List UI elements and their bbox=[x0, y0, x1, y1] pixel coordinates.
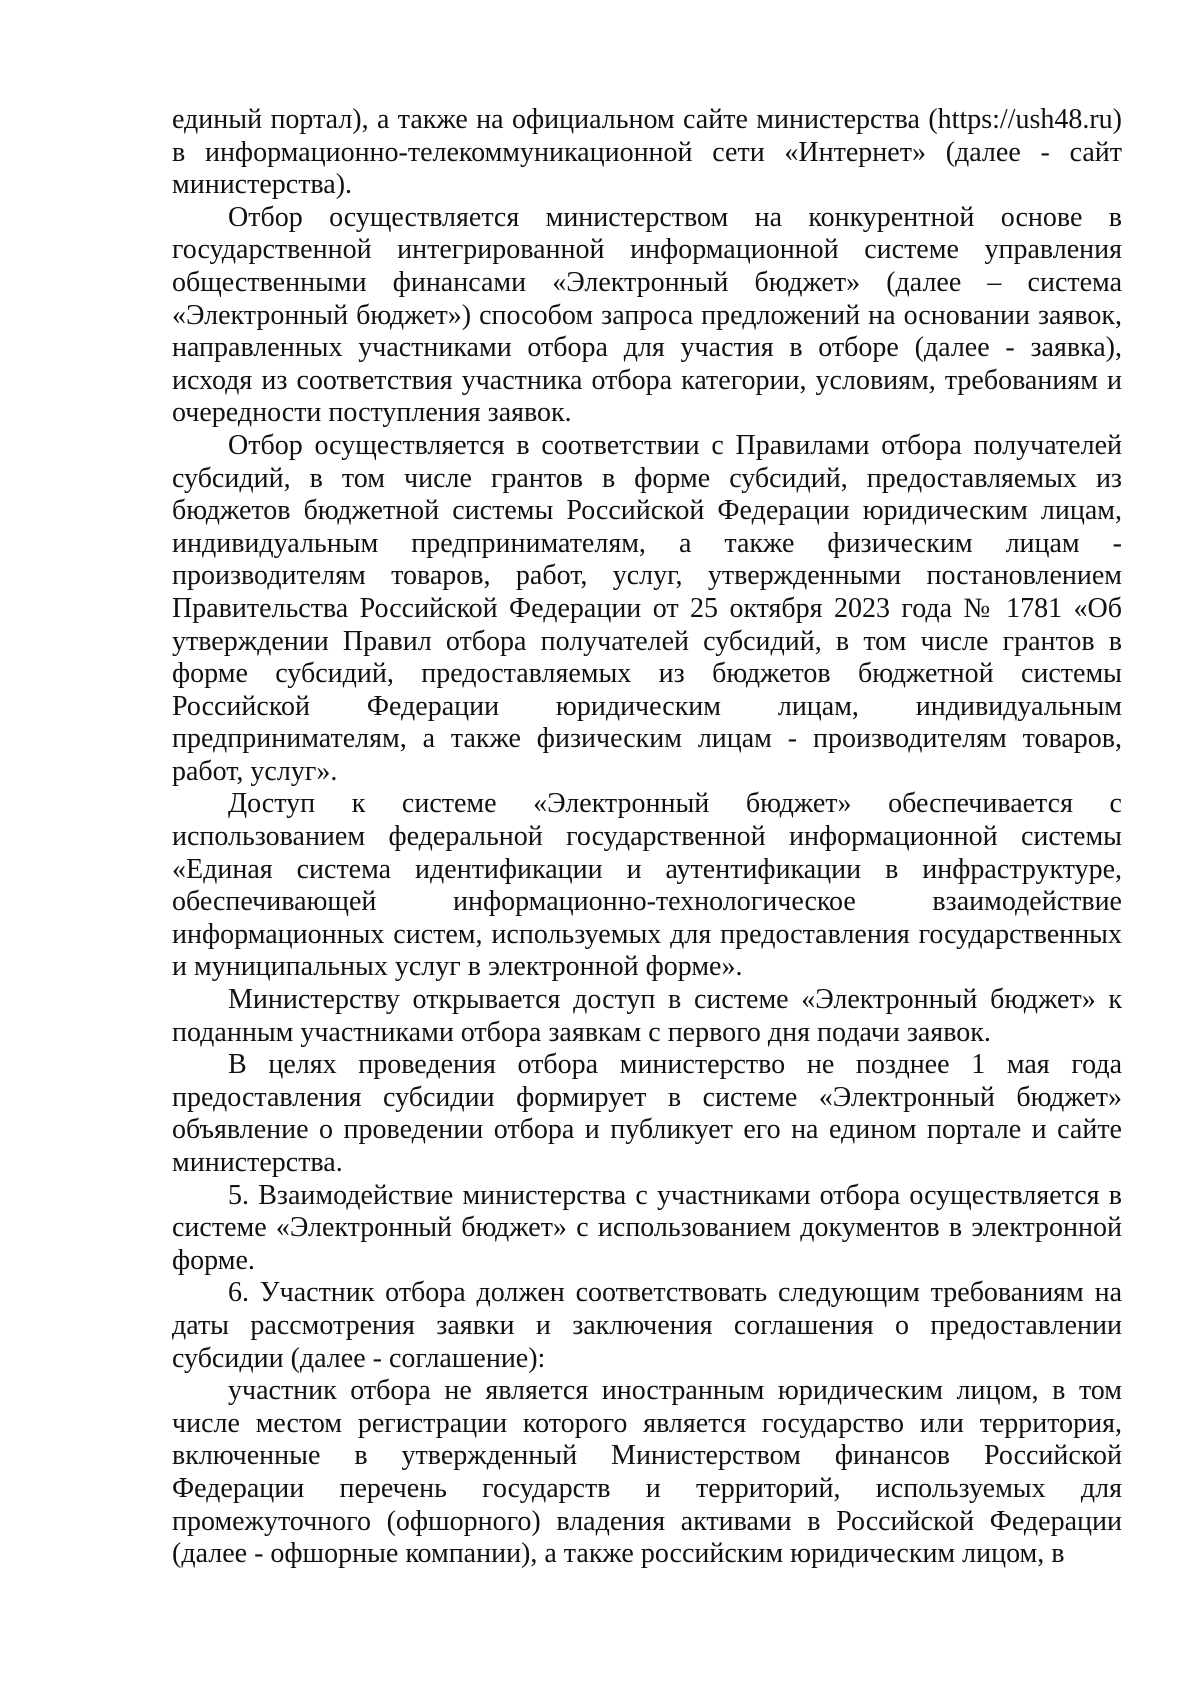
paragraph-ministry-access: Министерству открывается доступ в системе «Электронный бюджет» к поданным участниками отбора заявкам с первого дня подачи заявок. bbox=[172, 984, 1122, 1048]
document-page bbox=[172, 104, 1122, 1571]
paragraph-system-access: Доступ к системе «Электронный бюджет» обеспечивается с использованием федеральной государственной информационной системы «Единая система идентификации и аутентификации в инфраструктуре, обеспечивающей информационно-технологическое взаимодействие информационных систем, используемых для предоставления государственных и муниципальных услуг в электронной форме». bbox=[172, 788, 1122, 983]
paragraph-requirement-offshore: участник отбора не является иностранным юридическим лицом, в том числе местом регистрации которого является государство или территория, включенные в утвержденный Министерством финансов Российской Федерации перечень государств и территорий, используемых для промежуточного (офшорного) владения активами в Российской Федерации (далее - офшорные компании), а также российским юридическим лицом, в bbox=[172, 1375, 1122, 1570]
paragraph-selection-rules: Отбор осуществляется в соответствии с Правилами отбора получателей субсидий, в том числе грантов в форме субсидий, предоставляемых из бюджетов бюджетной системы Российской Федерации юридическим лицам, индивидуальным предпринимателям, а также физическим лицам - производителям товаров, работ, услуг, утвержденными постановлением Правительства Российской Федерации от 25 октября 2023 года № 1781 «Об утверждении Правил отбора получателей субсидий, в том числе грантов в форме субсидий, предоставляемых из бюджетов бюджетной системы Российской Федерации юридическим лицам, индивидуальным предпринимателям, а также физическим лицам - производителям товаров, работ, услуг». bbox=[172, 429, 1122, 787]
paragraph-selection-procedure: Отбор осуществляется министерством на конкурентной основе в государственной интегрированной информационной системе управления общественными финансами «Электронный бюджет» (далее – система «Электронный бюджет») способом запроса предложений на основании заявок, направленных участниками отбора для участия в отборе (далее - заявка), исходя из соответствия участника отбора категории, условиям, требованиям и очередности поступления заявок. bbox=[172, 201, 1122, 429]
paragraph-item-5: 5. Взаимодействие министерства с участниками отбора осуществляется в системе «Электронный бюджет» с использованием документов в электронной форме. bbox=[172, 1179, 1122, 1276]
paragraph-announcement: В целях проведения отбора министерство не позднее 1 мая года предоставления субсидии формирует в системе «Электронный бюджет» объявление о проведении отбора и публикует его на едином портале и сайте министерства. bbox=[172, 1049, 1122, 1178]
paragraph-item-6: 6. Участник отбора должен соответствовать следующим требованиям на даты рассмотрения заявки и заключения соглашения о предоставлении субсидии (далее - соглашение): bbox=[172, 1277, 1122, 1374]
paragraph-continuation-portal: единый портал), а также на официальном сайте министерства (https://ush48.ru) в информационно-телекоммуникационной сети «Интернет» (далее - сайт министерства). bbox=[172, 104, 1122, 201]
